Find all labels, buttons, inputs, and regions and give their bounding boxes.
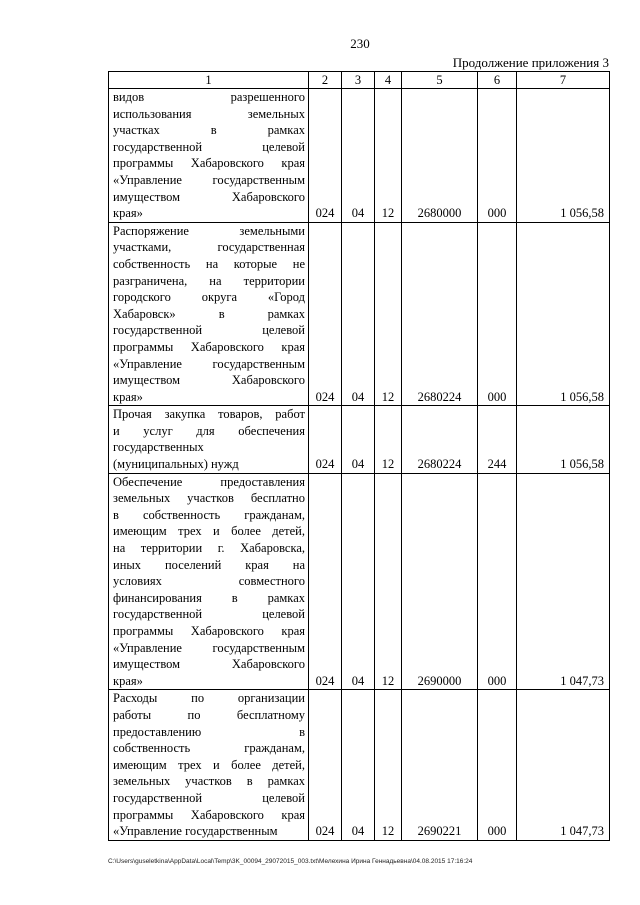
description-line: государственной целевой	[113, 323, 305, 338]
description-line: края»	[113, 673, 143, 688]
description-line: собственность гражданам,	[113, 741, 305, 756]
target-article-code: 2690221	[402, 690, 478, 840]
description-line: в собственность гражданам,	[113, 507, 305, 522]
expense-type-code: 000	[478, 473, 517, 690]
table-row	[109, 222, 610, 406]
amount: 1 047,73	[517, 473, 610, 690]
description-line: Хабаровск» в рамках	[113, 306, 305, 321]
description-line: имуществом Хабаровского	[113, 657, 305, 672]
row-description	[109, 690, 309, 840]
subsection-code: 12	[375, 89, 402, 223]
description-line: имуществом Хабаровского	[113, 189, 305, 204]
header-row	[109, 72, 610, 89]
ministry-code: 024	[309, 222, 342, 406]
description-line: программы Хабаровского края	[113, 339, 305, 354]
description-line: Обеспечение предоставления	[113, 474, 305, 489]
description-line: «Управление государственным	[113, 640, 305, 655]
subsection-code: 12	[375, 690, 402, 840]
description-line: программы Хабаровского края	[113, 156, 305, 171]
description-line: разграничена, на территории	[113, 273, 305, 288]
ministry-code: 024	[309, 473, 342, 690]
ministry-code: 024	[309, 406, 342, 473]
description-line: государственной целевой	[113, 607, 305, 622]
row-description	[109, 89, 309, 223]
description-line: (муниципальных) нужд	[113, 457, 239, 472]
description-line: земельных участков в рамках	[113, 774, 305, 789]
expense-type-code: 000	[478, 690, 517, 840]
row-description	[109, 406, 309, 473]
table-row	[109, 406, 610, 473]
amount: 1 056,58	[517, 222, 610, 406]
description-line: «Управление государственным	[113, 356, 305, 371]
description-line: программы Хабаровского края	[113, 624, 305, 638]
section-code: 04	[342, 222, 375, 406]
description-line: имеющим трех и более детей,	[113, 524, 305, 539]
description-line: Прочая закупка товаров, работ	[113, 407, 305, 422]
budget-table	[108, 71, 610, 841]
description-line: предоставлению в	[113, 724, 305, 739]
expense-type-code: 000	[478, 222, 517, 406]
description-line: Расходы по организации	[113, 691, 305, 706]
description-line: видов разрешенного	[113, 90, 305, 104]
column-header: 6	[478, 72, 517, 89]
description-line: городского округа «Город	[113, 290, 305, 305]
description-line: Распоряжение земельными	[113, 223, 305, 238]
column-header: 2	[309, 72, 342, 89]
description-line: участками, государственная	[113, 240, 305, 255]
target-article-code: 2680224	[402, 406, 478, 473]
description-line: «Управление государственным	[113, 824, 278, 839]
page-number: 230	[350, 36, 370, 51]
description-line: условиях совместного	[113, 574, 305, 589]
target-article-code: 2680224	[402, 222, 478, 406]
column-header: 5	[402, 72, 478, 89]
amount: 1 056,58	[517, 89, 610, 223]
description-line: государственной целевой	[113, 139, 305, 154]
amount: 1 047,73	[517, 690, 610, 840]
description-line: края»	[113, 389, 143, 404]
description-line: работы по бесплатному	[113, 707, 305, 722]
expense-type-code: 244	[478, 406, 517, 473]
subsection-code: 12	[375, 222, 402, 406]
description-line: государственных	[113, 440, 204, 455]
table-row	[109, 89, 610, 223]
target-article-code: 2690000	[402, 473, 478, 690]
description-line: собственность на которые не	[113, 256, 305, 271]
section-code: 04	[342, 473, 375, 690]
table-row	[109, 473, 610, 690]
description-line: финансирования в рамках	[113, 590, 305, 605]
column-header: 4	[375, 72, 402, 89]
subsection-code: 12	[375, 473, 402, 690]
file-path-footer: C:\Users\guseletkina\AppData\Local\Temp\3K_00094_29072015_003.txt\Мелехина Ирина Геннадьевна\04.08.2015 17:16:24	[108, 858, 473, 865]
subsection-code: 12	[375, 406, 402, 473]
description-line: имеющим трех и более детей,	[113, 757, 305, 772]
ministry-code: 024	[309, 690, 342, 840]
description-line: программы Хабаровского края	[113, 807, 305, 822]
description-line: имуществом Хабаровского	[113, 373, 305, 388]
expense-type-code: 000	[478, 89, 517, 223]
column-header: 1	[109, 72, 309, 89]
row-description	[109, 473, 309, 690]
description-line: использования земельных	[113, 106, 305, 121]
target-article-code: 2680000	[402, 89, 478, 223]
description-line: иных поселений края на	[113, 557, 305, 572]
description-line: и услуг для обеспечения	[113, 423, 305, 438]
description-line: на территории г. Хабаровска,	[113, 541, 305, 556]
continuation-note: Продолжение приложения 3	[452, 55, 609, 70]
table-row	[109, 690, 610, 840]
section-code: 04	[342, 406, 375, 473]
column-header: 7	[517, 72, 610, 89]
description-line: «Управление государственным	[113, 172, 305, 187]
description-line: участках в рамках	[113, 123, 305, 138]
description-line: земельных участков бесплатно	[113, 491, 305, 506]
section-code: 04	[342, 690, 375, 840]
column-header: 3	[342, 72, 375, 89]
ministry-code: 024	[309, 89, 342, 223]
section-code: 04	[342, 89, 375, 223]
description-line: края»	[113, 206, 143, 221]
amount: 1 056,58	[517, 406, 610, 473]
description-line: государственной целевой	[113, 790, 305, 805]
row-description	[109, 222, 309, 406]
